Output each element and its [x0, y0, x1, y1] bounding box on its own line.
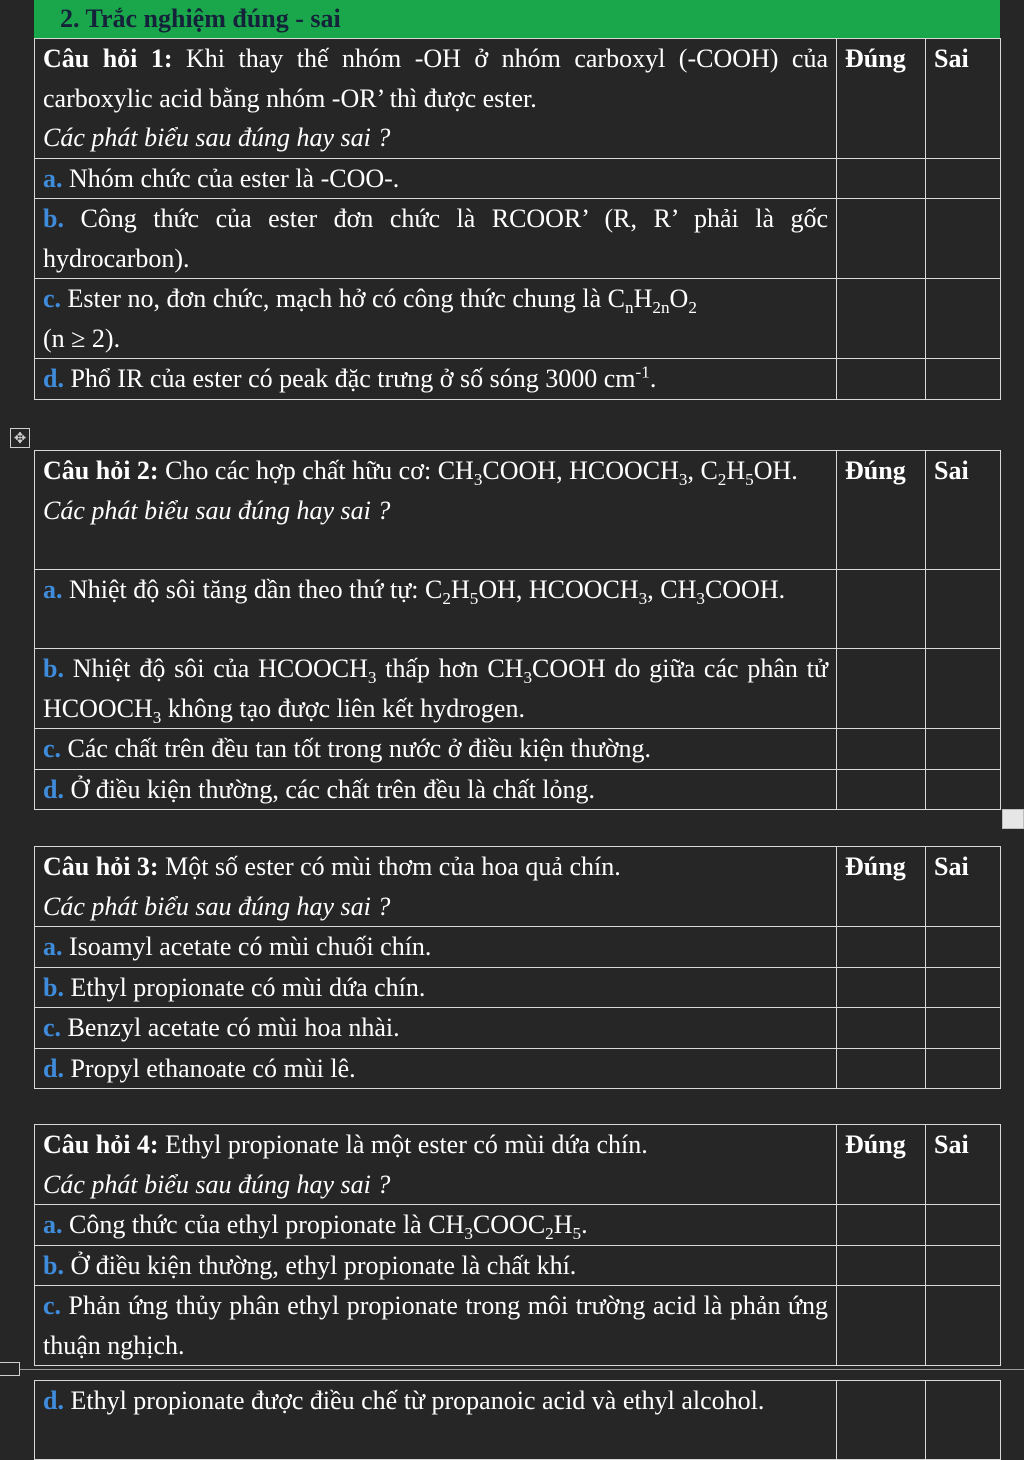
q1c-false-cell[interactable]: [926, 279, 1001, 359]
question-3-title: Câu hỏi 3:: [43, 852, 159, 881]
q1b-false-cell[interactable]: [926, 199, 1001, 279]
question-1-stem: Câu hỏi 1: Khi thay thế nhóm -OH ở nhóm carboxyl (-COOH) của carboxylic acid bằng nhóm -OR’ thì được ester. Các phát biểu sau đúng hay sai ?: [35, 39, 837, 159]
page-break-line: [20, 1369, 1024, 1370]
move-handle-icon[interactable]: ✥: [10, 428, 30, 448]
q4b-true-cell[interactable]: [837, 1245, 926, 1286]
q1-statement-a: a. Nhóm chức của ester là -COO-.: [35, 158, 837, 199]
q1d-true-cell[interactable]: [837, 359, 926, 400]
q1a-false-cell[interactable]: [926, 158, 1001, 199]
q2-statement-b: b. Nhiệt độ sôi của $HCOOCH_3$ thấp hơn $CH_3COOH$ do giữa các phân tử $HCOOCH_3$ không tạo được liên kết hydrogen.: [35, 649, 837, 729]
false-header: Sai: [926, 39, 1001, 159]
question-4-table: [34, 1124, 1001, 1366]
q3d-false-cell[interactable]: [926, 1048, 1001, 1089]
true-header: Đúng: [837, 39, 926, 159]
question-3-table: [34, 846, 1001, 1089]
q3-statement-b: b. Ethyl propionate có mùi dứa chín.: [35, 967, 837, 1008]
q1d-false-cell[interactable]: [926, 359, 1001, 400]
q4-statement-b: b. Ở điều kiện thường, ethyl propionate là chất khí.: [35, 1245, 837, 1286]
question-1-prompt: Các phát biểu sau đúng hay sai ?: [43, 123, 391, 152]
table-resize-handle-icon[interactable]: [1002, 809, 1024, 829]
q2-statement-a: a. Nhiệt độ sôi tăng dần theo thứ tự: $C_2H_5OH$, $HCOOCH_3$, $CH_3COOH$.: [35, 570, 837, 649]
question-3-prompt: Các phát biểu sau đúng hay sai ?: [43, 891, 391, 921]
question-1-table: [34, 38, 1001, 400]
true-header: Đúng: [837, 847, 926, 927]
question-4-title: Câu hỏi 4:: [43, 1130, 159, 1159]
q2d-false-cell[interactable]: [926, 769, 1001, 810]
q1a-true-cell[interactable]: [837, 158, 926, 199]
q3a-true-cell[interactable]: [837, 927, 926, 968]
true-header: Đúng: [837, 451, 926, 570]
q2-statement-d: d. Ở điều kiện thường, các chất trên đều là chất lỏng.: [35, 769, 837, 810]
q3c-true-cell[interactable]: [837, 1008, 926, 1049]
question-3-stem: Câu hỏi 3: Một số ester có mùi thơm của hoa quả chín. Các phát biểu sau đúng hay sai ?: [35, 847, 837, 927]
q1-statement-d: d. Phổ IR của ester có peak đặc trưng ở số sóng 3000 $cm^{-1}$.: [35, 359, 837, 400]
q3-statement-c: c. Benzyl acetate có mùi hoa nhài.: [35, 1008, 837, 1049]
q2-statement-c: c. Các chất trên đều tan tốt trong nước ở điều kiện thường.: [35, 729, 837, 770]
q1-statement-c: c. Ester no, đơn chức, mạch hở có công thức chung là $C_nH_{2n}O_2$ (n ≥ 2).: [35, 279, 837, 359]
question-2-title: Câu hỏi 2:: [43, 456, 159, 485]
q4a-false-cell[interactable]: [926, 1205, 1001, 1246]
q2c-false-cell[interactable]: [926, 729, 1001, 770]
q3d-true-cell[interactable]: [837, 1048, 926, 1089]
q2b-false-cell[interactable]: [926, 649, 1001, 729]
q1-statement-b: b. Công thức của ester đơn chức là RCOOR’ (R, R’ phải là gốc hydrocarbon).: [35, 199, 837, 279]
question-2-stem: Câu hỏi 2: Cho các hợp chất hữu cơ: $CH_3COOH$, $HCOOCH_3$, $C_2H_5OH$. Các phát biểu sau đúng hay sai ?: [35, 451, 837, 570]
question-4-prompt: Các phát biểu sau đúng hay sai ?: [43, 1169, 391, 1199]
q1b-true-cell[interactable]: [837, 199, 926, 279]
q3a-false-cell[interactable]: [926, 927, 1001, 968]
false-header: Sai: [926, 847, 1001, 927]
q4-statement-c: c. Phản ứng thủy phân ethyl propionate trong môi trường acid là phản ứng thuận nghịch.: [35, 1286, 837, 1366]
q4c-true-cell[interactable]: [837, 1286, 926, 1366]
section-title: 2. Trắc nghiệm đúng - sai: [34, 0, 1000, 38]
q4c-false-cell[interactable]: [926, 1286, 1001, 1366]
q4-statement-d: d. Ethyl propionate được điều chế từ propanoic acid và ethyl alcohol.: [35, 1381, 837, 1460]
q2a-true-cell[interactable]: [837, 570, 926, 649]
q2a-false-cell[interactable]: [926, 570, 1001, 649]
q4-statement-a: a. Công thức của ethyl propionate là $CH_3COOC_2H_5$.: [35, 1205, 837, 1246]
question-2-prompt: Các phát biểu sau đúng hay sai ?: [43, 495, 391, 525]
question-1-title: Câu hỏi 1:: [43, 44, 173, 73]
q2b-true-cell[interactable]: [837, 649, 926, 729]
q2c-true-cell[interactable]: [837, 729, 926, 770]
row-insert-marker[interactable]: [0, 1362, 20, 1376]
q4a-true-cell[interactable]: [837, 1205, 926, 1246]
false-header: Sai: [926, 451, 1001, 570]
q3b-false-cell[interactable]: [926, 967, 1001, 1008]
q1c-true-cell[interactable]: [837, 279, 926, 359]
false-header: Sai: [926, 1125, 1001, 1205]
question-2-table: [34, 450, 1001, 810]
q3-statement-d: d. Propyl ethanoate có mùi lê.: [35, 1048, 837, 1089]
q4b-false-cell[interactable]: [926, 1245, 1001, 1286]
question-4-stem: Câu hỏi 4: Ethyl propionate là một ester có mùi dứa chín. Các phát biểu sau đúng hay sai ?: [35, 1125, 837, 1205]
q2d-true-cell[interactable]: [837, 769, 926, 810]
q3b-true-cell[interactable]: [837, 967, 926, 1008]
question-4-continued-table: [34, 1380, 1001, 1460]
true-header: Đúng: [837, 1125, 926, 1205]
q3-statement-a: a. Isoamyl acetate có mùi chuối chín.: [35, 927, 837, 968]
q3c-false-cell[interactable]: [926, 1008, 1001, 1049]
